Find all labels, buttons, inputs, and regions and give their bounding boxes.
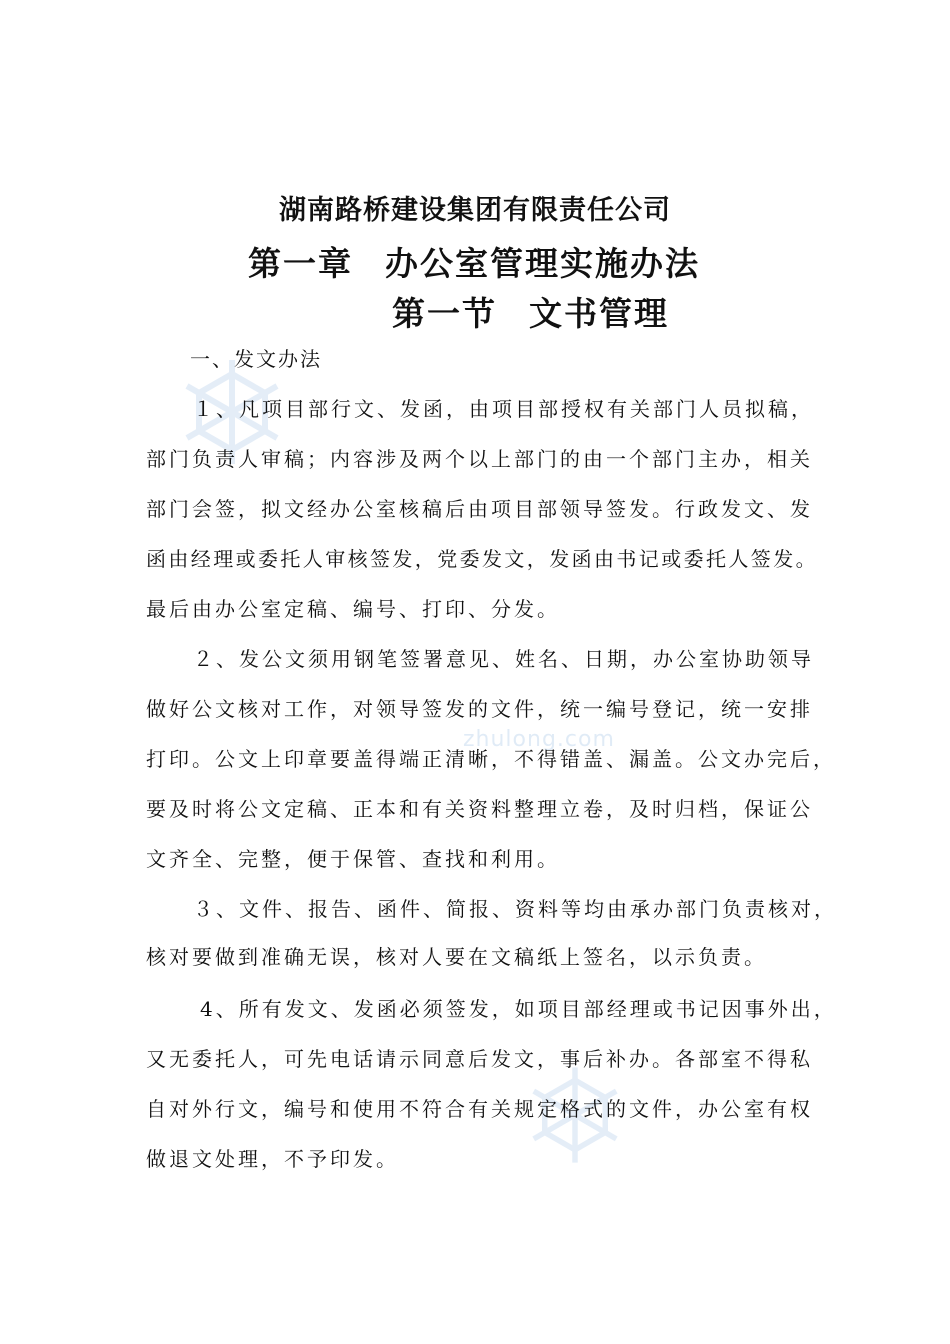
- body-line: 文齐全、完整，便于保管、查找和利用。: [146, 847, 560, 871]
- section-number: 第一节: [392, 294, 497, 333]
- chapter-heading: [248, 238, 700, 285]
- body-line: 又无委托人，可先电话请示同意后发文，事后补办。各部室不得私: [146, 1047, 813, 1071]
- body-line: ２、发公文须用钢笔签署意见、姓名、日期，办公室协助领导: [193, 647, 814, 671]
- body-line: 部门会签，拟文经办公室核稿后由项目部领导签发。行政发文、发: [146, 497, 813, 521]
- body-line: 4、所有发文、发函必须签发，如项目部经理或书记因事外出，: [200, 997, 837, 1021]
- section-title: 文书管理: [529, 294, 669, 333]
- body-line: 打印。公文上印章要盖得端正清晰，不得错盖、漏盖。公文办完后，: [146, 747, 836, 771]
- section-heading: [392, 288, 669, 335]
- body-line: 部门负责人审稿；内容涉及两个以上部门的由一个部门主办，相关: [146, 447, 813, 471]
- body-line: 做退文处理，不予印发。: [146, 1147, 399, 1171]
- body-line: ３、文件、报告、函件、简报、资料等均由承办部门负责核对，: [193, 897, 837, 921]
- company-name: 湖南路桥建设集团有限责任公司: [279, 195, 671, 226]
- body-line: 函由经理或委托人审核签发，党委发文，发函由书记或委托人签发。: [146, 547, 818, 571]
- body-line: 最后由办公室定稿、编号、打印、分发。: [146, 597, 560, 621]
- subheading-issuing-method: 一、发文办法: [190, 347, 322, 371]
- body-line: １、凡项目部行文、发函，由项目部授权有关部门人员拟稿，: [193, 397, 814, 421]
- watermark-text: zhulong.com: [463, 727, 615, 752]
- body-line: 自对外行文，编号和使用不符合有关规定格式的文件，办公室有权: [146, 1097, 813, 1121]
- body-line: 做好公文核对工作，对领导签发的文件，统一编号登记，统一安排: [146, 697, 813, 721]
- body-line: 要及时将公文定稿、正本和有关资料整理立卷，及时归档，保证公: [146, 797, 813, 821]
- chapter-number: 第一章: [248, 244, 353, 283]
- chapter-title: 办公室管理实施办法: [385, 244, 700, 283]
- body-line: 核对要做到准确无误，核对人要在文稿纸上签名，以示负责。: [146, 945, 767, 969]
